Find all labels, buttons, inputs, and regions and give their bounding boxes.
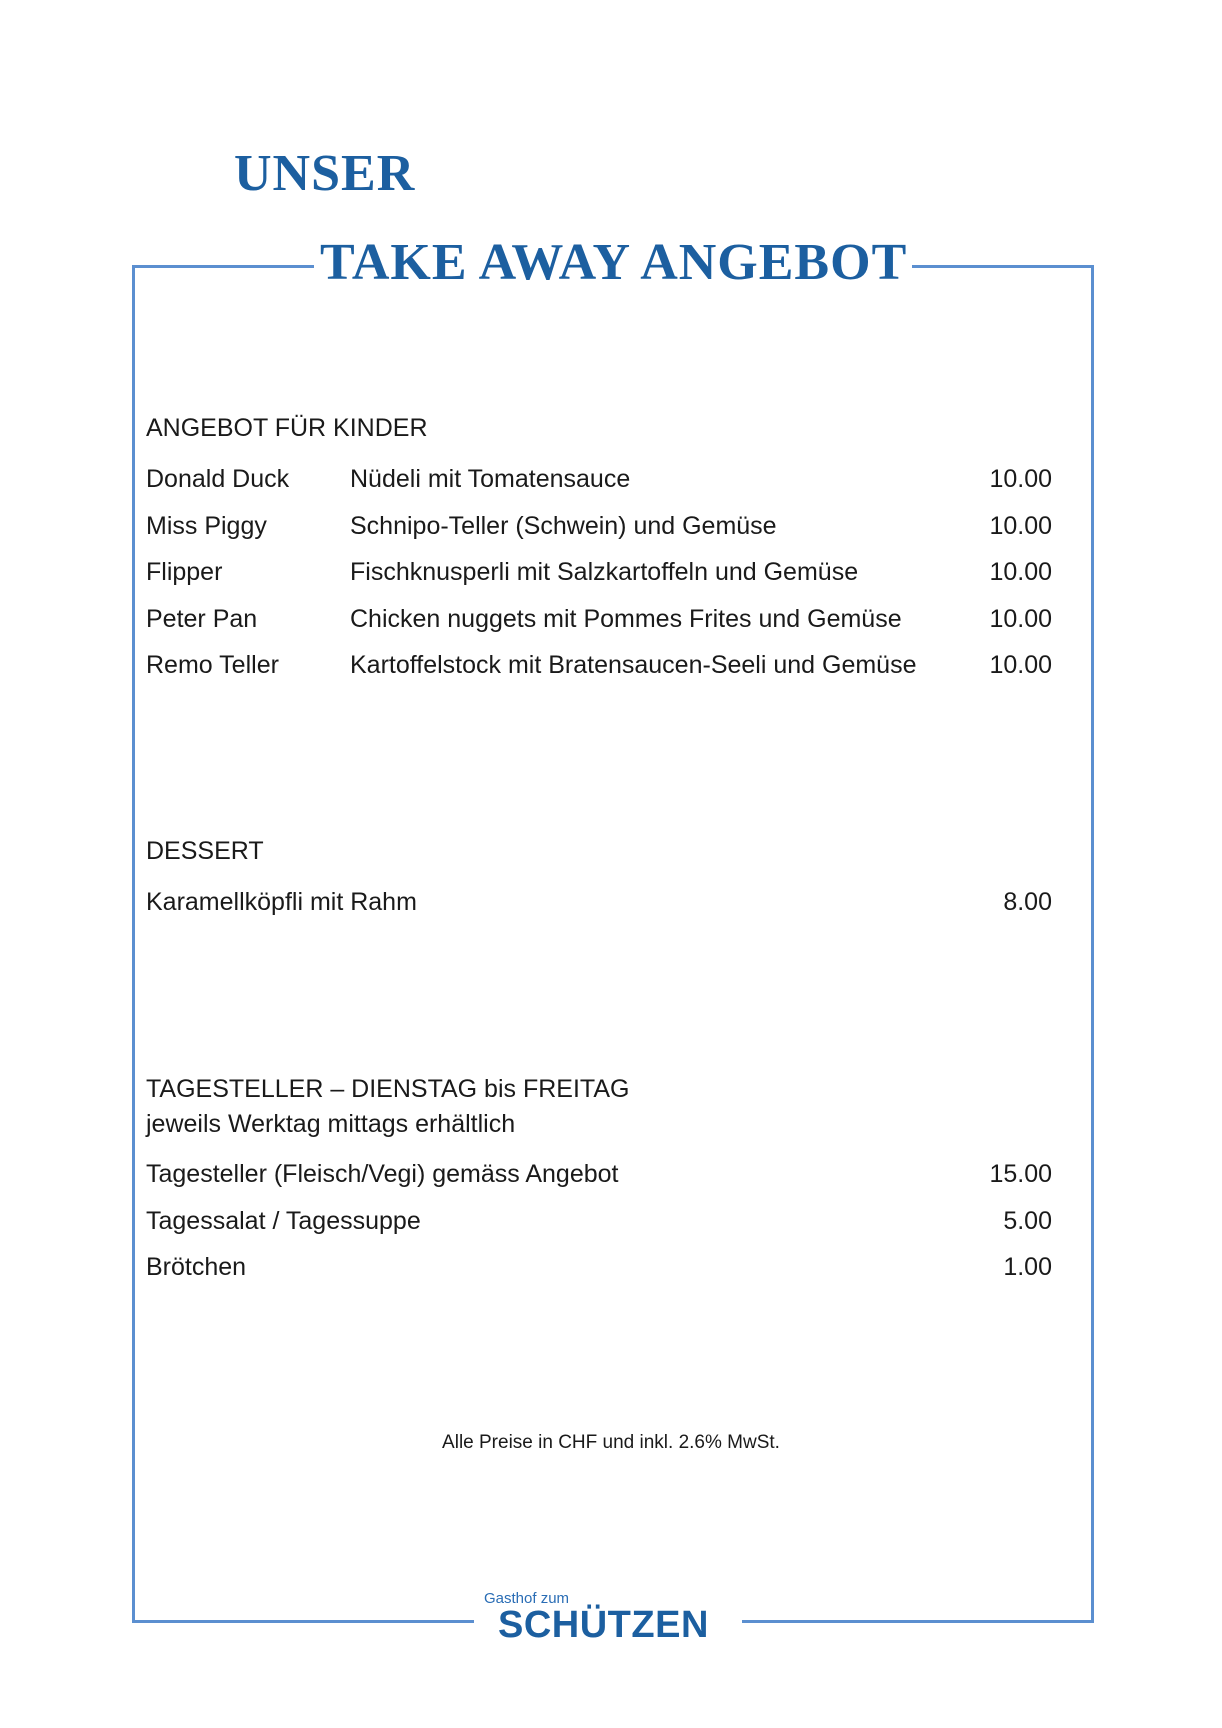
item-description: Nüdeli mit Tomatensauce: [350, 465, 631, 493]
page-title-line1: UNSER: [234, 145, 416, 202]
frame-bottom-right: [742, 1620, 1094, 1623]
item-name: Brötchen: [146, 1253, 247, 1281]
menu-row: [146, 1159, 1052, 1189]
menu-row: [146, 464, 1052, 494]
item-description: Chicken nuggets mit Pommes Frites und Gemüse: [350, 605, 902, 633]
item-description: Fischknusperli mit Salzkartoffeln und Gemüse: [350, 558, 859, 586]
logo-small-text: Gasthof zum: [484, 1590, 570, 1607]
menu-row: [146, 557, 1052, 587]
item-name: Remo Teller: [146, 651, 279, 679]
item-description: Schnipo-Teller (Schwein) und Gemüse: [350, 512, 777, 540]
frame-top-left: [132, 265, 314, 268]
item-name: Tagessalat / Tagessuppe: [146, 1207, 421, 1235]
price-footnote: Alle Preise in CHF und inkl. 2.6% MwSt.: [442, 1432, 780, 1453]
menu-row: [146, 1206, 1052, 1236]
item-price: 8.00: [1003, 888, 1052, 916]
section-heading-dessert: DESSERT: [146, 837, 264, 865]
logo: [478, 1590, 744, 1646]
menu-row: [146, 650, 1052, 680]
page-title-line2: TAKE AWAY ANGEBOT: [320, 234, 908, 291]
menu-row: [146, 1252, 1052, 1282]
item-name: Miss Piggy: [146, 512, 267, 540]
frame-top-right: [912, 265, 1094, 268]
section-heading-tagesteller: TAGESTELLER – DIENSTAG bis FREITAG: [146, 1075, 630, 1103]
menu-row: [146, 511, 1052, 541]
item-price: 10.00: [989, 512, 1052, 540]
section-subheading-tagesteller: jeweils Werktag mittags erhältlich: [146, 1110, 516, 1138]
frame-bottom-left: [132, 1620, 474, 1623]
item-price: 15.00: [989, 1160, 1052, 1188]
item-price: 10.00: [989, 651, 1052, 679]
item-price: 10.00: [989, 558, 1052, 586]
item-name: Karamellköpfli mit Rahm: [146, 888, 417, 916]
item-price: 5.00: [1003, 1207, 1052, 1235]
frame-right: [1091, 265, 1094, 1623]
logo-big-text: SCHÜTZEN: [498, 1604, 709, 1646]
item-price: 10.00: [989, 465, 1052, 493]
item-price: 10.00: [989, 605, 1052, 633]
frame-left: [132, 265, 135, 1623]
item-name: Tagesteller (Fleisch/Vegi) gemäss Angebot: [146, 1160, 619, 1188]
menu-row: [146, 887, 1052, 917]
item-name: Flipper: [146, 558, 223, 586]
item-name: Donald Duck: [146, 465, 290, 493]
section-heading-kinder: ANGEBOT FÜR KINDER: [146, 414, 428, 442]
menu-row: [146, 604, 1052, 634]
item-description: Kartoffelstock mit Bratensaucen-Seeli und Gemüse: [350, 651, 917, 679]
item-price: 1.00: [1003, 1253, 1052, 1281]
item-name: Peter Pan: [146, 605, 258, 633]
